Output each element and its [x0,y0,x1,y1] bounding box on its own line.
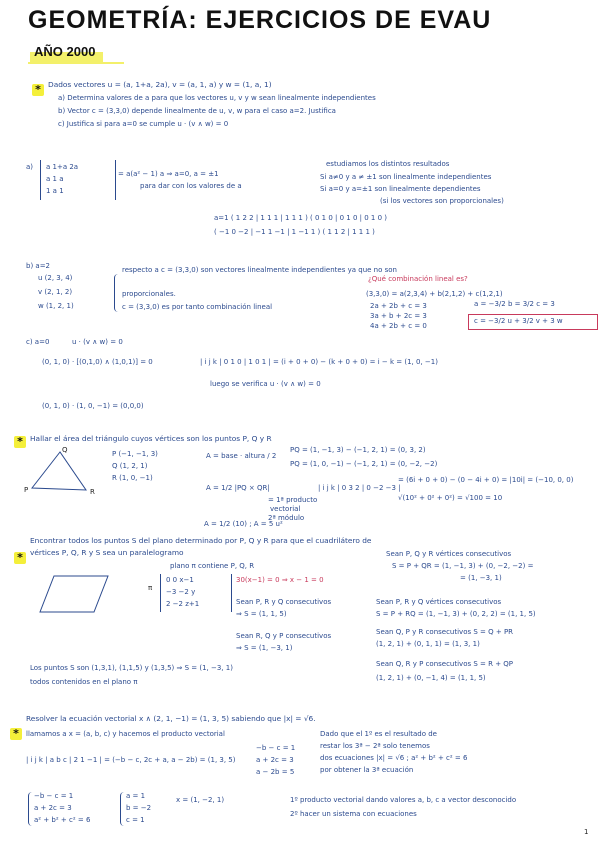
vector-pq: PQ = (1, −1, 3) − (−1, 2, 1) = (0, 3, 2) [290,446,426,454]
ex2-statement: Hallar el área del triángulo cuyos vértices son los puntos P, Q y R [30,434,272,443]
ex1-b-sys2: 3a + b + 2c = 3 [370,312,427,320]
ex1-part-c: c) Justifica si para a=0 se cumple u · (v ∧ w) = 0 [58,120,229,128]
triangle-figure-icon [30,448,90,494]
triangle-label-r: R [90,488,95,496]
vector-u: u (2, 3, 4) [38,274,73,282]
det-row-1: a 1+a 2a [46,163,79,171]
ex4-note-3: dos ecuaciones |x| = √6 ; a² + b² + c² = 6 [320,754,468,762]
ex3-side-b: Sean R, Q y P consecutivos [236,632,332,640]
ex1-matrices: a=1 ( 1 2 2 | 1 1 1 | 1 1 1 ) ( 0 1 0 | 0 1 0 | 0 1 0 ) [214,214,387,222]
study-text: estudiamos los distintos resultados [326,160,450,168]
point-r: R (1, 0, −1) [112,474,153,482]
ex1-c-line2: (0, 1, 0) · (1, 0, −1) = (0,0,0) [42,402,144,410]
area-note-1: = 1ª producto [268,496,318,504]
ex1-b-sys1: 2a + 2b + c = 3 [370,302,427,310]
ex4-sol-brace [120,792,125,826]
plane-pi-symbol: π [148,584,153,592]
bullet-star-icon: * [32,84,44,96]
ex4-sol-a: a = 1 [126,792,146,800]
ex1-b-sys3: 4a + 2b + c = 0 [370,322,427,330]
ex3-plane-label: plano π contiene P, Q, R [170,562,255,570]
area-result: A = 1/2 (10) ; A = 5 u² [204,520,283,528]
ex3-case1-res: = (1, −3, 1) [460,574,502,582]
ex1-b-result: c = −3/2 u + 3/2 v + 3 w [474,317,563,325]
triangle-label-q: Q [62,446,68,454]
ex4-brace [28,792,33,826]
ex3-case1: Sean P, Q y R vértices consecutivos [386,550,512,558]
ex3-side-a-eq: ⇒ S = (1, 1, 5) [236,610,287,618]
ex4-note-1: Dado que el 1º es el resultado de [320,730,437,738]
vector-v: v (2, 1, 2) [38,288,73,296]
case-independent: Si a≠0 y a ≠ ±1 son linealmente independientes [320,173,492,181]
ex1-b-solution: a = −3/2 b = 3/2 c = 3 [474,300,555,308]
ex4-det: | i j k | a b c | 2 1 −1 | = (−b − c, 2c + a, a − 2b) = (1, 3, 5) [26,756,236,764]
year-heading: AÑO 2000 [30,44,103,62]
ex3-side-a: Sean P, R y Q consecutivos [236,598,332,606]
ex3-side-b-eq: ⇒ S = (1, −3, 1) [236,644,293,652]
page-number: 1 [584,828,589,836]
ex4-sys2-c: a² + b² + c² = 6 [34,816,91,824]
det-row-3: 1 a 1 [46,187,64,195]
ex3-case4: Sean Q, R y P consecutivos S = R + QP [376,660,514,668]
ex3-case2: Sean P, R y Q vértices consecutivos [376,598,502,606]
ex3-case2-eq: S = P + RQ = (1, −1, 3) + (0, 2, 2) = (1, 1, 5) [376,610,536,618]
ex3-case4-eq: (1, 2, 1) + (0, −1, 4) = (1, 1, 5) [376,674,486,682]
area-det: | i j k | 0 3 2 | 0 −2 −3 | [318,484,401,492]
ex3-case3-eq: (1, 2, 1) + (0, 1, 1) = (1, 3, 1) [376,640,480,648]
parallelogram-figure-icon [38,572,114,618]
triangle-label-p: P [24,486,29,494]
ex4-note-4: por obtener la 3ª ecuación [320,766,414,774]
ex3-det-row-3: 2 −2 z+1 [166,600,200,608]
ex3-case1-eq: S = P + QR = (1, −1, 3) + (0, −2, −2) = [392,562,534,570]
det-row-2: a 1 a [46,175,64,183]
ex3-points-2: todos contenidos en el plano π [30,678,138,686]
det-result: = a(a² − 1) a ⇒ a=0, a = ±1 [118,170,219,178]
vector-w: w (1, 2, 1) [38,302,74,310]
ex4-sys-c: a − 2b = 5 [256,768,295,776]
det-note: para dar con los valores de a [140,182,242,190]
bullet-star-icon: * [14,436,26,448]
ex1-c-line1: (0, 1, 0) · [(0,1,0) ∧ (1,0,1)] = 0 [42,358,153,366]
ex1-b-brace [114,274,119,312]
ex1-sol-b-label: b) a=2 [26,262,51,270]
ex4-sys2-b: a + 2c = 3 [34,804,72,812]
area-note-3: 2ª módulo [268,514,305,522]
ex1-b-eq: (3,3,0) = a(2,3,4) + b(2,1,2) + c(1,2,1) [366,290,503,298]
point-p: P (−1, −1, 3) [112,450,158,458]
ex3-statement-1: Encontrar todos los puntos S del plano determinado por P, Q y R para que el cuadrilátero de [30,536,372,545]
ex4-sys-b: a + 2c = 3 [256,756,294,764]
area-expression: A = 1/2 |PQ × QR| [206,484,270,492]
area-cross: = (6i + 0 + 0) − (0 − 4i + 0) = |10i| = (−10, 0, 0) [398,476,574,484]
ex3-points: Los puntos S son (1,3,1), (1,1,5) y (1,3,5) ⇒ S = (1, −3, 1) [30,664,233,672]
ex1-sol-c-label: c) a=0 [26,338,50,346]
ex4-step2: 1º producto vectorial dando valores a, b, c a vector desconocido [290,796,517,804]
ex4-sys2-a: −b − c = 1 [34,792,74,800]
ex1-c-det: | i j k | 0 1 0 | 1 0 1 | = (i + 0 + 0) − (k + 0 + 0) = i − k = (1, 0, −1) [200,358,438,366]
year-underline [28,62,124,64]
ex1-statement: Dados vectores u = (a, 1+a, 2a), v = (a, 1, a) y w = (1, a, 1) [48,80,272,89]
point-q: Q (1, 2, 1) [112,462,148,470]
ex4-sol-c: c = 1 [126,816,145,824]
area-formula: A = base · altura / 2 [206,452,277,460]
ex4-sol-b: b = −2 [126,804,152,812]
ex3-plane-equation: 30(x−1) = 0 ⇒ x − 1 = 0 [236,576,324,584]
bullet-star-icon: * [14,552,26,564]
ex1-b-text2: proporcionales. [122,290,176,298]
case-proportional: (si los vectores son proporcionales) [380,197,504,205]
ex1-part-b: b) Vector c = (3,3,0) depende linealmente de u, v, w para el caso a=2. Justifica [58,107,336,115]
ex1-part-a: a) Determina valores de a para que los vectores u, v y w sean linealmente independientes [58,94,376,102]
ex3-det-row-2: −3 −2 y [166,588,196,596]
ex3-statement-2: vértices P, Q, R y S sea un paralelogramo [30,548,184,557]
ex4-result: x = (1, −2, 1) [176,796,225,804]
ex1-c-expr: u · (v ∧ w) = 0 [72,338,123,346]
ex4-sys-a: −b − c = 1 [256,744,296,752]
ex1-matrices-2: ( −1 0 −2 | −1 1 −1 | 1 −1 1 ) ( 1 1 2 | 1 1 1 ) [214,228,375,236]
vector-pr: PQ = (1, 0, −1) − (−1, 2, 1) = (0, −2, −2) [290,460,438,468]
case-dependent: Si a=0 y a=±1 son linealmente dependientes [320,185,481,193]
ex1-sol-a-label: a) [26,163,34,171]
page-title: GEOMETRÍA: EJERCICIOS DE EVAU [28,6,492,34]
ex1-c-verify: luego se verifica u · (v ∧ w) = 0 [210,380,321,388]
ex3-case3: Sean Q, P y R consecutivos S = Q + PR [376,628,514,636]
ex4-step1: llamamos a x = (a, b, c) y hacemos el producto vectorial [26,730,225,738]
ex1-b-text1: respecto a c = (3,3,0) son vectores linealmente independientes ya que no son [122,266,397,274]
area-note-2: vectorial [270,505,301,513]
ex3-det-row-1: 0 0 x−1 [166,576,194,584]
ex4-step3: 2º hacer un sistema con ecuaciones [290,810,417,818]
area-module: √(10² + 0² + 0²) = √100 = 10 [398,494,503,502]
ex4-statement: Resolver la ecuación vectorial x ∧ (2, 1, −1) = (1, 3, 5) sabiendo que |x| = √6. [26,714,316,723]
ex1-b-text3: c = (3,3,0) es por tanto combinación lineal [122,303,273,311]
ex1-b-question: ¿Qué combinación lineal es? [368,275,468,283]
ex4-note-2: restar los 3ª − 2ª solo tenemos [320,742,430,750]
bullet-star-icon: * [10,728,22,740]
